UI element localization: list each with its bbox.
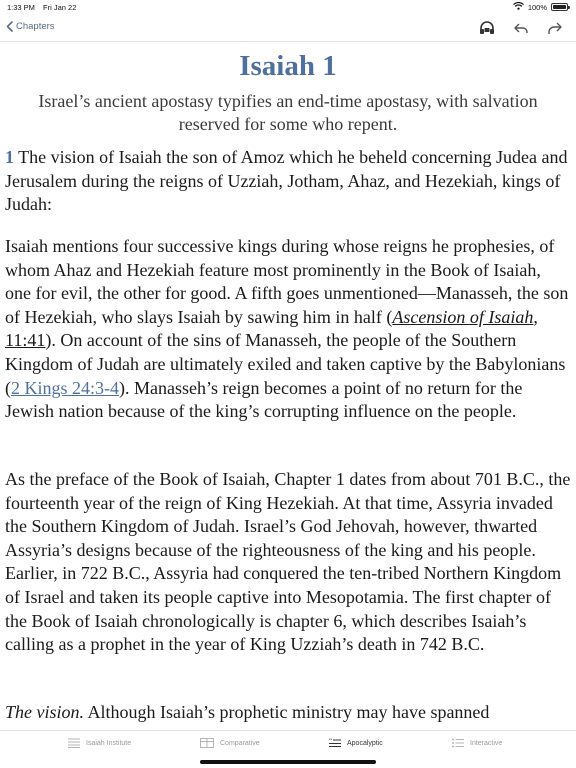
quote-list-icon bbox=[329, 738, 341, 748]
tab-label: Apocalyptic bbox=[347, 739, 383, 747]
tab-interactive[interactable] bbox=[452, 738, 502, 748]
undo-icon[interactable] bbox=[512, 19, 530, 37]
chapter-subtitle: Israel’s ancient apostasy typifies an end-time apostasy, with salvation reserved for some who repent. bbox=[38, 91, 538, 134]
commentary-paragraph-1 bbox=[5, 235, 571, 424]
battery-icon bbox=[551, 3, 568, 11]
commentary-text: Isaiah mentions four successive kings during whose reigns he prophesies, of whom Ahaz and Hezekiah feature most prominently in the Book of Isaiah, one for evil, the other for good. A fifth goes unmentioned—Manasseh, the son of Hezekiah, who slays Isaiah by sawing him in half ( bbox=[5, 236, 569, 327]
status-time-date bbox=[7, 3, 76, 12]
tab-label: Isaiah Institute bbox=[86, 739, 132, 747]
commentary-text: ). On account of the sins of Manasseh, the people of the Southern Kingdom of Judah are ultimately exiled and taken captive by the Babylonians ( bbox=[5, 330, 566, 398]
share-forward-icon[interactable] bbox=[546, 19, 564, 37]
citation-ref-link[interactable]: 11:41 bbox=[5, 330, 46, 351]
battery-level bbox=[553, 5, 566, 9]
navigation-bar bbox=[0, 14, 576, 42]
verse-number[interactable]: 1 bbox=[5, 147, 14, 167]
chapter-title: Isaiah 1 bbox=[239, 50, 337, 82]
svg-text:“: “ bbox=[329, 738, 333, 745]
tab-comparative[interactable] bbox=[200, 738, 260, 748]
list-icon bbox=[68, 738, 80, 748]
verse-1 bbox=[5, 146, 571, 217]
nav-actions bbox=[478, 19, 564, 37]
home-indicator[interactable] bbox=[200, 760, 376, 764]
chevron-left-icon bbox=[6, 21, 13, 32]
bullet-list-icon bbox=[452, 738, 464, 748]
audio-headphones-icon[interactable] bbox=[478, 19, 496, 37]
scripture-link[interactable]: 2 Kings 24:3-4 bbox=[11, 377, 119, 398]
commentary-text: Although Isaiah’s prophetic ministry may have spanned bbox=[84, 702, 490, 722]
wifi-icon bbox=[513, 2, 524, 12]
commentary-paragraph-2: As the preface of the Book of Isaiah, Chapter 1 dates from about 701 B.C., the fourteenth year of the reign of King Hezekiah. At that time, Assyria invaded the Southern Kingdom of Judah. Israel’s God Jehovah, however, thwarted Assyria’s designs because of the righteousness of the king and his people. Earlier, in 722 B.C., Assyria had conquered the ten-tribed Northern Kingdom of Israel and taken its people captive into Mesopotamia. The first chapter of the Book of Isaiah chronologically is chapter 6, which describes Isaiah’s calling as a prophet in the year of King Uzziah’s death in 742 B.C. bbox=[5, 469, 571, 655]
table-icon bbox=[200, 738, 214, 748]
tab-label: Comparative bbox=[220, 739, 260, 747]
tab-label: Interactive bbox=[470, 739, 503, 747]
commentary-text: , bbox=[533, 306, 538, 327]
status-bar bbox=[0, 0, 576, 14]
citation-title: Ascension of Isaiah bbox=[392, 306, 534, 327]
commentary-paragraph-3 bbox=[5, 701, 571, 725]
ascension-citation-link[interactable] bbox=[392, 307, 533, 327]
verse-text: The vision of Isaiah the son of Amoz which he beheld concerning Judea and Jerusalem during the reigns of Uzziah, Jotham, Ahaz, and Hezekiah, kings of Judah: bbox=[5, 147, 568, 215]
status-indicators bbox=[513, 2, 568, 12]
status-time: 1:33 PM bbox=[7, 3, 35, 12]
commentary-text: ). Manasseh’s reign becomes a point of no return for the Jewish nation because of the king’s corrupting influence on the people. bbox=[5, 377, 523, 422]
tab-isaiah-institute[interactable] bbox=[68, 738, 131, 748]
back-label: Chapters bbox=[16, 21, 55, 32]
tab-bar bbox=[0, 730, 576, 768]
tab-apocalyptic[interactable] bbox=[329, 738, 383, 748]
chapter-content[interactable] bbox=[0, 42, 576, 730]
back-to-chapters-button[interactable] bbox=[6, 21, 55, 32]
status-date: Fri Jan 22 bbox=[43, 3, 77, 12]
emphasis-phrase: The vision. bbox=[5, 702, 84, 722]
battery-percent: 100% bbox=[527, 2, 547, 12]
